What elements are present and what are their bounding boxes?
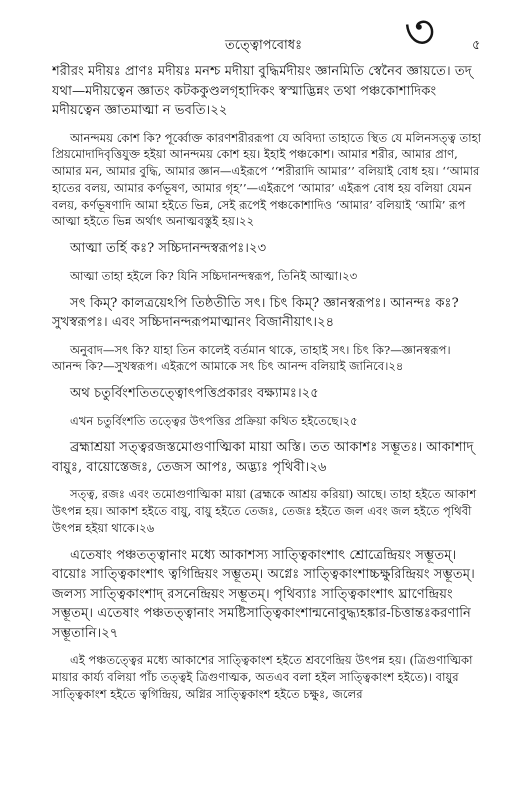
translation-25: এখন চতুর্বিংশতি তত্ত্বের উৎপত্তির প্রক্রিয়া কথিত হইতেছে।২৫ xyxy=(70,413,358,428)
verse-23: আত্মা তর্হি কঃ? সচ্চিদানন্দস্বরূপঃ।২৩ xyxy=(70,241,267,257)
verse-25: অথ চতুর্বিংশতিতত্ত্বোৎপত্তিপ্রকারং বক্ষ্যামঃ।২৫ xyxy=(70,386,319,402)
running-title: তত্ত্বোপবোধঃ xyxy=(224,38,303,53)
verse-24: সৎ কিম্? কালত্রয়েঽপি তিষ্ঠতীতি সৎ। চিৎ কিম্? জ্ঞানস্বরূপঃ। আনন্দঃ কঃ? সুখস্বরূপঃ। এবং সচ্চিদানন্দরূপমাত্মানং বিজানীয়াৎ।২৪ xyxy=(52,295,459,331)
translation-22: আনন্দময় কোশ কি? পূর্ব্বোক্ত কারণশরীররূপা যে অবিদ্যা তাহাতে স্থিত যে মলিনসত্ত্ব তাহা প্রিয়মোদাদিবৃত্তিযুক্ত হইয়া আনন্দময় কোশ হয়। ইহাই পঞ্চকোশ। আমার শরীর, আমার প্রাণ, আমার মন, আমার বুদ্ধি, আমার জ্ঞান—এইরূপে ‘‘শরীরাদি আমার’’ বলিয়াই বোধ হয়। ‘‘আমার হাতের বলয়, আমার কর্ণভূষণ, আমার গৃহ’’—এইরূপে ‘আমার’ এইরূপ বোধ হয় বলিয়া যেমন বলয়, কর্ণভূষণাদি আমা হইতে ভিন্ন, সেই রূপেই পঞ্চকোশাদিও ‘আমার’ বলিয়াই ‘আমি’ রূপ আত্মা হইতে ভিন্ন অর্থাৎ অনাত্মবস্তুই হয়।২২ xyxy=(52,130,482,229)
translation-26: সত্ত্ব, রজঃ এবং তমোগুণাত্মিকা মায়া (ব্রহ্মকে আশ্রয় করিয়া) আছে। তাহা হইতে আকাশ উৎপন্ন হয়। আকাশ হইতে বায়ু, বায়ু হইতে তেজঃ, তেজঃ হইতে জল এবং জল হইতে পৃথিবী উৎপন্ন হইয়া থাকে।২৬ xyxy=(52,487,477,536)
page-header xyxy=(0,0,527,60)
chapter-number: ৩ xyxy=(404,4,436,60)
verse-22: শরীরং মদীয়ঃ প্রাণঃ মদীয়ঃ মনশ্চ মদীয়া বুদ্ধির্মদীয়ং জ্ঞানমিতি স্বেনৈব জ্ঞায়তে। তদ্ যথা—মদীয়ত্বেন জ্ঞাতং কটককুণ্ডলগৃহাদিকং স্বস্মাদ্ভিন্নং তথা পঞ্চকোশাদিকং মদীয়ত্বেন জ্ঞাতমাত্মা ন ভবতি।২২ xyxy=(52,64,472,118)
page-body xyxy=(52,62,484,792)
translation-24: অনুবাদ—সৎ কি? যাহা তিন কালেই বর্তমান থাকে, তাহাই সৎ। চিৎ কি?—জ্ঞানস্বরূপ। আনন্দ কি?—সুখস্বরূপ। এইরূপে আমাকে সৎ চিৎ আনন্দ বলিয়াই জানিবে।২৪ xyxy=(52,342,451,374)
verse-26: ব্রহ্মাশ্রয়া সত্ত্বরজস্তমোগুণাত্মিকা মায়া অস্তি। তত আকাশঃ সম্ভূতঃ। আকাশাদ্ বায়ুঃ, বায়োস্তেজঃ, তেজস আপঃ, অদ্ভ্যঃ পৃথিবী।২৬ xyxy=(52,440,474,475)
verse-27: এতেষাং পঞ্চতত্ত্বানাং মধ্যে আকাশস্য সাত্ত্বিকাংশাৎ শ্রোত্রেন্দ্রিয়ং সম্ভূতম্। বায়োঃ সাত্ত্বিকাংশাৎ ত্বগিন্দ্রিয়ং সম্ভূতম্। অগ্নেঃ সাত্ত্বিকাংশাচ্চক্ষুরিন্দ্রিয়ং সম্ভূতম্। জলস্য সাত্ত্বিকাংশাদ্ রসনেন্দ্রিয়ং সম্ভূতম্। পৃথিব্যাঃ সাত্ত্বিকাংশাৎ ঘ্রাণেন্দ্রিয়ং সম্ভূতম্। এতেষাং পঞ্চতত্ত্বানাং সমষ্টিসাত্ত্বিকাংশান্মনোবুদ্ধ্যহঙ্কার-চিত্তান্তঃকরণানি সম্ভূতানি।২৭ xyxy=(52,547,475,641)
translation-27: এই পঞ্চতত্ত্বের মধ্যে আকাশের সাত্ত্বিকাংশ হইতে শ্রবণেন্দ্রিয় উৎপন্ন হয়। (ত্রিগুণাত্মিকা মায়ার কার্য্য বলিয়া পাঁচ তত্ত্বই ত্রিগুণাত্মক, অতএব বলা হইল সাত্ত্বিকাংশ হইতে)। বায়ুর সাত্ত্বিকাংশ হইতে ত্বগিন্দ্রিয়, অগ্নির সাত্ত্বিকাংশ হইতে চক্ষুঃ, জলের xyxy=(52,653,473,701)
page-number: ৫ xyxy=(472,38,481,53)
translation-23: আত্মা তাহা হইলে কি? যিনি সচ্চিদানন্দস্বরূপ, তিনিই আত্মা।২৩ xyxy=(70,268,358,283)
